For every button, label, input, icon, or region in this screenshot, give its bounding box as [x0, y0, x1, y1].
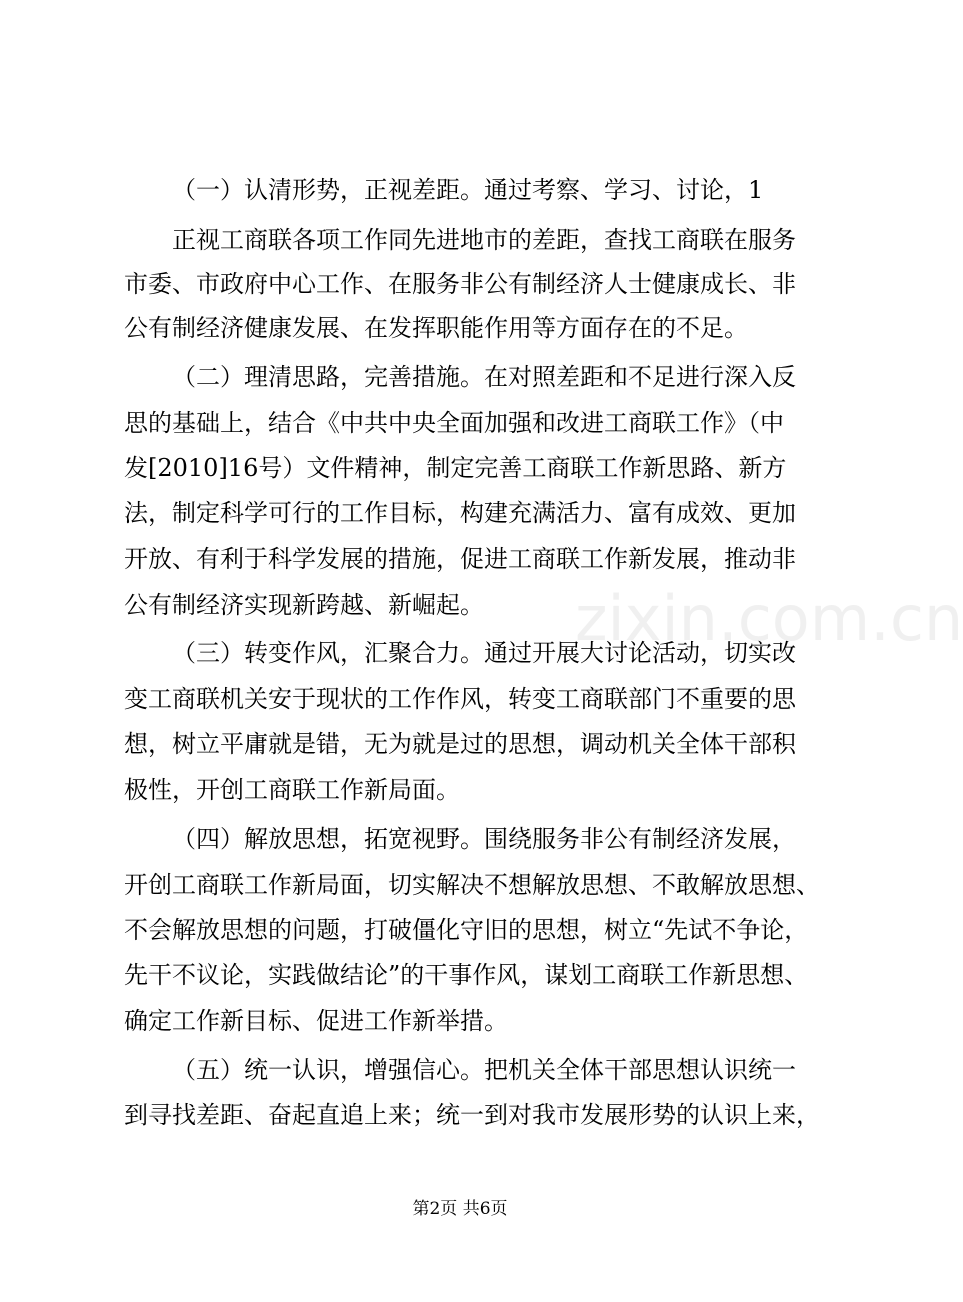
paragraph-3-line-6: 公有制经济实现新跨越、新崛起。 — [124, 591, 484, 619]
paragraph-1-line-1: （一）认清形势，正视差距。通过考察、学习、讨论，1 — [172, 176, 764, 204]
paragraph-5-line-4: 先干不议论，实践做结论”的干事作风，谋划工商联工作新思想、 — [124, 961, 809, 989]
page-footer: 第2页 共6页 — [412, 1199, 508, 1219]
paragraph-6-line-2: 到寻找差距、奋起直追上来；统一到对我市发展形势的认识上来， — [124, 1101, 820, 1129]
paragraph-3-line-4: 法，制定科学可行的工作目标，构建充满活力、富有成效、更加 — [124, 499, 796, 527]
paragraph-4-line-3: 想，树立平庸就是错，无为就是过的思想，调动机关全体干部积 — [124, 730, 796, 758]
paragraph-4-line-2: 变工商联机关安于现状的工作作风，转变工商联部门不重要的思 — [124, 685, 796, 713]
watermark: zixin.com.cn — [575, 582, 963, 655]
paragraph-4-line-1: （三）转变作风，汇聚合力。通过开展大讨论活动，切实改 — [172, 639, 796, 667]
paragraph-2-line-2: 市委、市政府中心工作、在服务非公有制经济人士健康成长、非 — [124, 270, 796, 298]
paragraph-3-line-3: 发[2010]16号）文件精神，制定完善工商联工作新思路、新方 — [124, 454, 787, 482]
paragraph-5-line-5: 确定工作新目标、促进工作新举措。 — [124, 1007, 508, 1035]
paragraph-5-line-1: （四）解放思想，拓宽视野。围绕服务非公有制经济发展， — [172, 825, 796, 853]
paragraph-3-line-1: （二）理清思路，完善措施。在对照差距和不足进行深入反 — [172, 363, 796, 391]
paragraph-6-line-1: （五）统一认识，增强信心。把机关全体干部思想认识统一 — [172, 1056, 796, 1084]
paragraph-5-line-2: 开创工商联工作新局面，切实解决不想解放思想、不敢解放思想、 — [124, 871, 820, 899]
paragraph-3-line-5: 开放、有利于科学发展的措施，促进工商联工作新发展，推动非 — [124, 545, 796, 573]
paragraph-3-line-2: 思的基础上，结合《中共中央全面加强和改进工商联工作》（中 — [124, 409, 784, 437]
paragraph-2-line-1: 正视工商联各项工作同先进地市的差距，查找工商联在服务 — [172, 226, 796, 254]
paragraph-5-line-3: 不会解放思想的问题，打破僵化守旧的思想，树立“先试不争论， — [124, 916, 809, 944]
paragraph-2-line-3: 公有制经济健康发展、在发挥职能作用等方面存在的不足。 — [124, 314, 748, 342]
paragraph-4-line-4: 极性，开创工商联工作新局面。 — [124, 776, 460, 804]
